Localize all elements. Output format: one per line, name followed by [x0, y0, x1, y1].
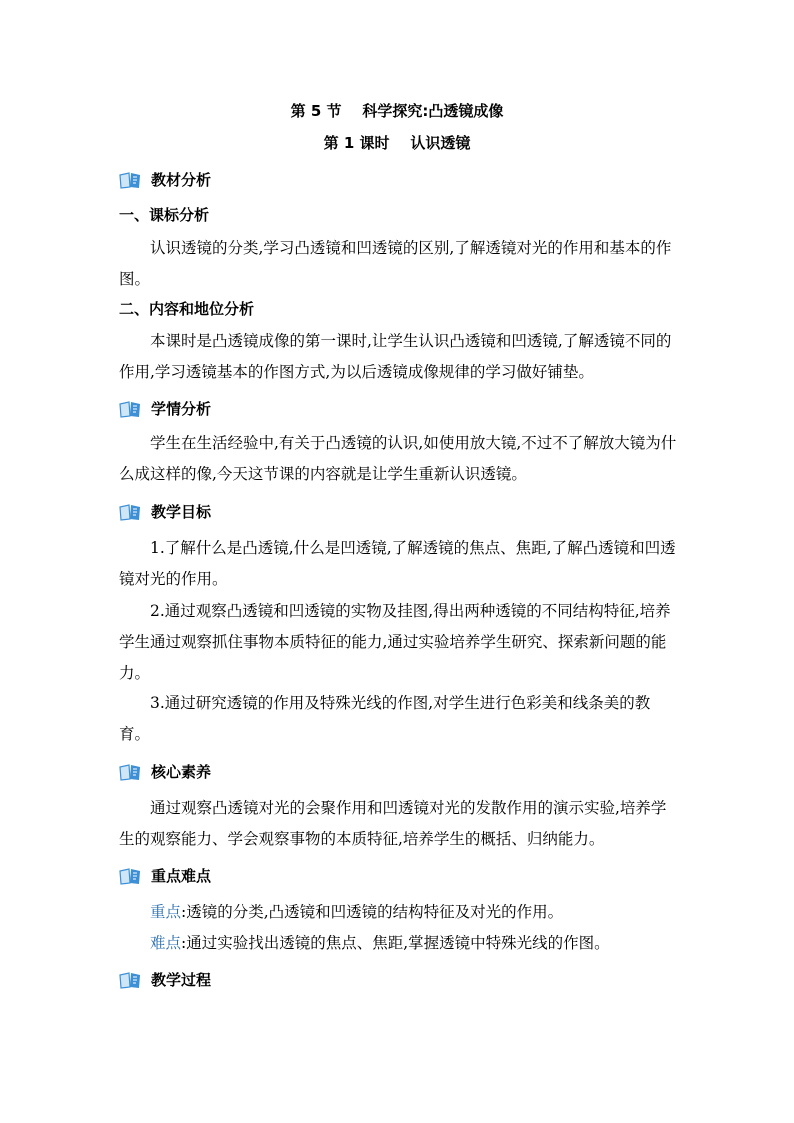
difficult-text: :通过实验找出透镜的焦点、焦距,掌握透镜中特殊光线的作图。 — [181, 934, 610, 952]
heading-label: 教学过程 — [151, 971, 212, 989]
heading-label: 核心素养 — [151, 763, 212, 781]
section-title: 第 5 节 科学探究:凸透镜成像 — [290, 102, 504, 120]
paragraph-difficult-point — [119, 928, 677, 959]
heading-label: 教学目标 — [151, 503, 212, 521]
heading-objectives — [119, 500, 211, 524]
heading-learner-analysis — [119, 397, 211, 421]
heading-textbook-analysis — [119, 168, 211, 192]
objective-item: 2.通过观察凸透镜和凹透镜的实物及挂图,得出两种透镜的不同结构特征,培养学生通过观察抓住事物本质特征的能力,通过实验培养学生研究、探索新问题的能力。 — [119, 602, 671, 682]
heading-label: 教材分析 — [151, 171, 212, 189]
book-icon — [119, 401, 141, 418]
subheading-content: 二、内容和地位分析 — [119, 300, 255, 318]
book-icon — [119, 504, 141, 521]
heading-key-points — [119, 864, 211, 888]
paragraph-content: 本课时是凸透镜成像的第一课时,让学生认识凸透镜和凹透镜,了解透镜不同的作用,学习透镜基本的作图方式,为以后透镜成像规律的学习做好铺垫。 — [119, 332, 672, 381]
key-label: 重点 — [150, 903, 182, 921]
paragraph-key-point — [119, 897, 677, 928]
heading-literacy — [119, 760, 211, 784]
key-text: :透镜的分类,凸透镜和凹透镜的结构特征及对光的作用。 — [181, 903, 564, 921]
paragraph-literacy: 通过观察凸透镜对光的会聚作用和凹透镜对光的发散作用的演示实验,培养学生的观察能力、学会观察事物的本质特征,培养学生的概括、归纳能力。 — [119, 799, 667, 848]
objective-item: 3.通过研究透镜的作用及特殊光线的作图,对学生进行色彩美和线条美的教育。 — [119, 694, 651, 743]
book-icon — [119, 868, 141, 885]
heading-label: 重点难点 — [151, 867, 212, 885]
heading-label: 学情分析 — [151, 400, 212, 418]
paragraph-learner: 学生在生活经验中,有关于凸透镜的认识,如使用放大镜,不过不了解放大镜为什么成这样的像,今天这节课的内容就是让学生重新认识透镜。 — [119, 434, 677, 483]
book-icon — [119, 172, 141, 189]
difficult-label: 难点 — [150, 934, 182, 952]
book-icon — [119, 764, 141, 781]
book-icon — [119, 972, 141, 989]
lesson-title: 第 1 课时 认识透镜 — [323, 134, 471, 152]
subheading-curriculum: 一、课标分析 — [119, 206, 210, 224]
paragraph-curriculum: 认识透镜的分类,学习凸透镜和凹透镜的区别,了解透镜对光的作用和基本的作图。 — [119, 239, 672, 288]
heading-process — [119, 968, 211, 992]
objective-item: 1.了解什么是凸透镜,什么是凹透镜,了解透镜的焦点、焦距,了解凸透镜和凹透镜对光的作用。 — [119, 539, 676, 588]
